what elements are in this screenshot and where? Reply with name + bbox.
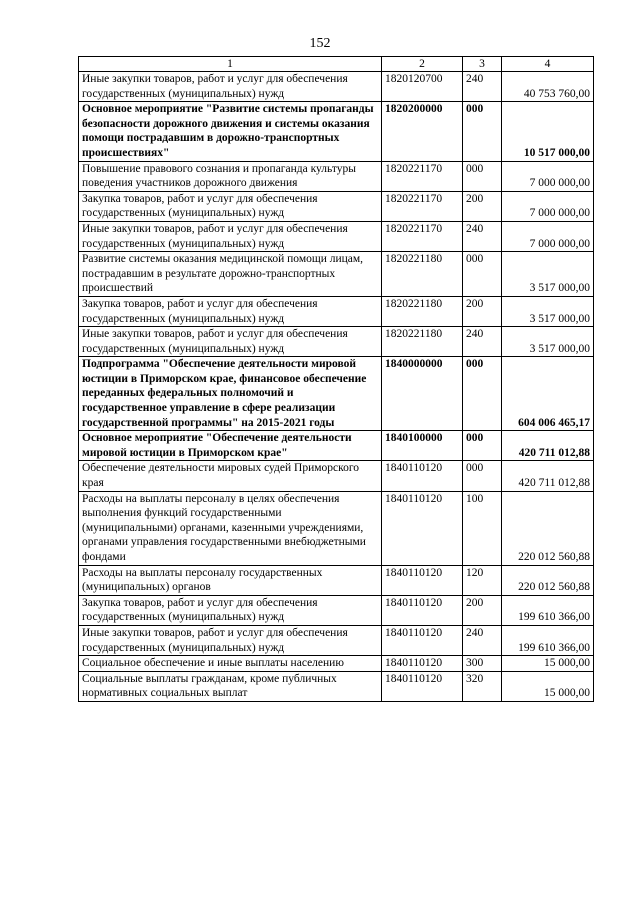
row-amount-cell: 3 517 000,00 — [502, 327, 594, 357]
row-type-cell: 200 — [463, 595, 502, 625]
row-amount-cell: 7 000 000,00 — [502, 161, 594, 191]
row-amount-cell: 7 000 000,00 — [502, 191, 594, 221]
table-row — [79, 671, 594, 701]
table-row — [79, 491, 594, 565]
row-type-cell: 000 — [463, 461, 502, 491]
row-amount-cell: 199 610 366,00 — [502, 625, 594, 655]
table-row — [79, 595, 594, 625]
row-amount-cell: 220 012 560,88 — [502, 491, 594, 565]
row-code-cell: 1820221170 — [382, 191, 463, 221]
row-name-cell: Закупка товаров, работ и услуг для обеспечения государственных (муниципальных) нужд — [79, 595, 382, 625]
row-name-cell: Закупка товаров, работ и услуг для обеспечения государственных (муниципальных) нужд — [79, 296, 382, 326]
table-row — [79, 296, 594, 326]
table-row — [79, 327, 594, 357]
row-type-cell: 000 — [463, 161, 502, 191]
row-code-cell: 1840110120 — [382, 565, 463, 595]
table-header-row — [79, 57, 594, 72]
row-code-cell: 1820120700 — [382, 72, 463, 102]
header-col-2: 2 — [382, 57, 463, 72]
row-code-cell: 1820221180 — [382, 327, 463, 357]
row-amount-cell: 420 711 012,88 — [502, 461, 594, 491]
budget-table-body — [79, 57, 594, 702]
row-name-cell: Социальные выплаты гражданам, кроме публичных нормативных социальных выплат — [79, 671, 382, 701]
budget-table — [78, 56, 594, 702]
header-col-1: 1 — [79, 57, 382, 72]
row-amount-cell: 15 000,00 — [502, 656, 594, 672]
row-type-cell: 120 — [463, 565, 502, 595]
row-name-cell: Развитие системы оказания медицинской помощи лицам, пострадавшим в результате дорожно-транспортных происшествий — [79, 252, 382, 297]
row-code-cell: 1840110120 — [382, 491, 463, 565]
row-code-cell: 1820221170 — [382, 161, 463, 191]
row-name-cell: Основное мероприятие "Развитие системы пропаганды безопасности дорожного движения и системы оказания помощи пострадавшим в дорожно-транспортных происшествиях" — [79, 102, 382, 161]
row-name-cell: Повышение правового сознания и пропаганда культуры поведения участников дорожного движения — [79, 161, 382, 191]
row-code-cell: 1820221180 — [382, 252, 463, 297]
table-row — [79, 252, 594, 297]
row-type-cell: 240 — [463, 625, 502, 655]
row-amount-cell: 3 517 000,00 — [502, 296, 594, 326]
row-type-cell: 000 — [463, 252, 502, 297]
row-type-cell: 240 — [463, 221, 502, 251]
row-code-cell: 1840110120 — [382, 595, 463, 625]
table-row — [79, 431, 594, 461]
row-name-cell: Иные закупки товаров, работ и услуг для обеспечения государственных (муниципальных) нужд — [79, 221, 382, 251]
row-amount-cell: 3 517 000,00 — [502, 252, 594, 297]
row-code-cell: 1840000000 — [382, 357, 463, 431]
row-code-cell: 1840110120 — [382, 671, 463, 701]
row-amount-cell: 15 000,00 — [502, 671, 594, 701]
row-code-cell: 1820221170 — [382, 221, 463, 251]
page-number: 152 — [309, 36, 331, 51]
row-name-cell: Основное мероприятие "Обеспечение деятельности мировой юстиции в Приморском крае" — [79, 431, 382, 461]
row-amount-cell: 220 012 560,88 — [502, 565, 594, 595]
row-name-cell: Иные закупки товаров, работ и услуг для обеспечения государственных (муниципальных) нужд — [79, 72, 382, 102]
table-row — [79, 565, 594, 595]
row-type-cell: 000 — [463, 431, 502, 461]
row-type-cell: 200 — [463, 296, 502, 326]
row-type-cell: 240 — [463, 327, 502, 357]
row-name-cell: Расходы на выплаты персоналу государственных (муниципальных) органов — [79, 565, 382, 595]
table-row — [79, 72, 594, 102]
row-amount-cell: 199 610 366,00 — [502, 595, 594, 625]
table-row — [79, 221, 594, 251]
row-name-cell: Обеспечение деятельности мировых судей Приморского края — [79, 461, 382, 491]
row-amount-cell: 40 753 760,00 — [502, 72, 594, 102]
row-amount-cell: 7 000 000,00 — [502, 221, 594, 251]
row-code-cell: 1840100000 — [382, 431, 463, 461]
table-row — [79, 161, 594, 191]
row-name-cell: Иные закупки товаров, работ и услуг для обеспечения государственных (муниципальных) нужд — [79, 327, 382, 357]
table-row — [79, 191, 594, 221]
row-name-cell: Социальное обеспечение и иные выплаты населению — [79, 656, 382, 672]
row-type-cell: 100 — [463, 491, 502, 565]
row-name-cell: Закупка товаров, работ и услуг для обеспечения государственных (муниципальных) нужд — [79, 191, 382, 221]
table-row — [79, 461, 594, 491]
row-amount-cell: 420 711 012,88 — [502, 431, 594, 461]
row-type-cell: 320 — [463, 671, 502, 701]
row-type-cell: 000 — [463, 357, 502, 431]
row-code-cell: 1820200000 — [382, 102, 463, 161]
table-row — [79, 625, 594, 655]
row-code-cell: 1840110120 — [382, 656, 463, 672]
table-row — [79, 102, 594, 161]
row-type-cell: 000 — [463, 102, 502, 161]
row-name-cell: Иные закупки товаров, работ и услуг для обеспечения государственных (муниципальных) нужд — [79, 625, 382, 655]
row-type-cell: 200 — [463, 191, 502, 221]
header-col-4: 4 — [502, 57, 594, 72]
row-name-cell: Расходы на выплаты персоналу в целях обеспечения выполнения функций государственными (муниципальными) органами, казенными учреждениями, органами управления государственными внебюджетными фондами — [79, 491, 382, 565]
row-type-cell: 240 — [463, 72, 502, 102]
row-code-cell: 1820221180 — [382, 296, 463, 326]
row-name-cell: Подпрограмма "Обеспечение деятельности мировой юстиции в Приморском крае, финансовое обеспечение переданных федеральных полномочий и государственное управление в сфере реализации государственной программы" на 2015-2021 годы — [79, 357, 382, 431]
row-amount-cell: 604 006 465,17 — [502, 357, 594, 431]
row-code-cell: 1840110120 — [382, 625, 463, 655]
table-row — [79, 656, 594, 672]
table-row — [79, 357, 594, 431]
header-col-3: 3 — [463, 57, 502, 72]
row-amount-cell: 10 517 000,00 — [502, 102, 594, 161]
row-type-cell: 300 — [463, 656, 502, 672]
row-code-cell: 1840110120 — [382, 461, 463, 491]
